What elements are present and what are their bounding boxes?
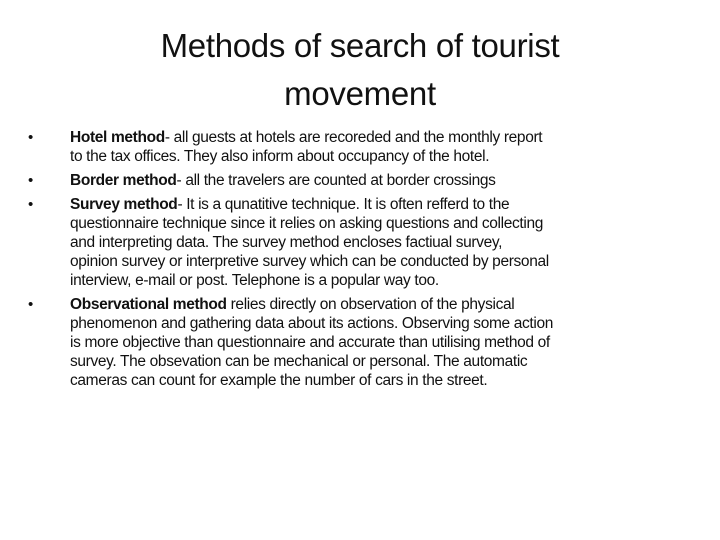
bullet-observational-method <box>28 295 708 390</box>
bullet-list <box>28 128 708 395</box>
bullet-term: Border method <box>70 172 177 189</box>
bullet-text: - all guests at hotels are recoreded and the monthly report <box>164 129 543 146</box>
bullet-text: opinion survey or interpretive survey which can be conducted by personal <box>70 253 549 270</box>
bullet-term: Observational method <box>70 296 227 313</box>
bullet-border-method <box>28 171 708 190</box>
title-line-2: movement <box>284 75 436 112</box>
slide-title <box>0 22 720 118</box>
bullet-survey-method <box>28 195 708 290</box>
bullet-text: cameras can count for example the number of cars in the street. <box>70 372 488 389</box>
bullet-text: phenomenon and gathering data about its actions. Observing some action <box>70 315 554 332</box>
bullet-text: relies directly on observation of the physical <box>226 296 515 313</box>
bullet-text: - all the travelers are counted at border crossings <box>176 172 496 189</box>
bullet-text: questionnaire technique since it relies on asking questions and collecting <box>70 215 543 232</box>
bullet-dot-icon: • <box>28 196 34 213</box>
bullet-dot-icon: • <box>28 172 34 189</box>
bullet-term: Survey method <box>70 196 178 213</box>
bullet-text: survey. The obsevation can be mechanical or personal. The automatic <box>70 353 528 370</box>
bullet-term: Hotel method <box>70 129 165 146</box>
bullet-hotel-method <box>28 128 708 166</box>
bullet-dot-icon: • <box>28 296 34 313</box>
bullet-text: is more objective than questionnaire and accurate than utilising method of <box>70 334 550 351</box>
bullet-text: interview, e-mail or post. Telephone is a popular way too. <box>70 272 439 289</box>
bullet-text: - It is a qunatitive technique. It is often refferd to the <box>177 196 510 213</box>
bullet-text: to the tax offices. They also inform about occupancy of the hotel. <box>70 148 490 165</box>
bullet-dot-icon: • <box>28 129 34 146</box>
bullet-text: and interpreting data. The survey method encloses factiual survey, <box>70 234 503 251</box>
title-line-1: Methods of search of tourist <box>160 27 560 64</box>
